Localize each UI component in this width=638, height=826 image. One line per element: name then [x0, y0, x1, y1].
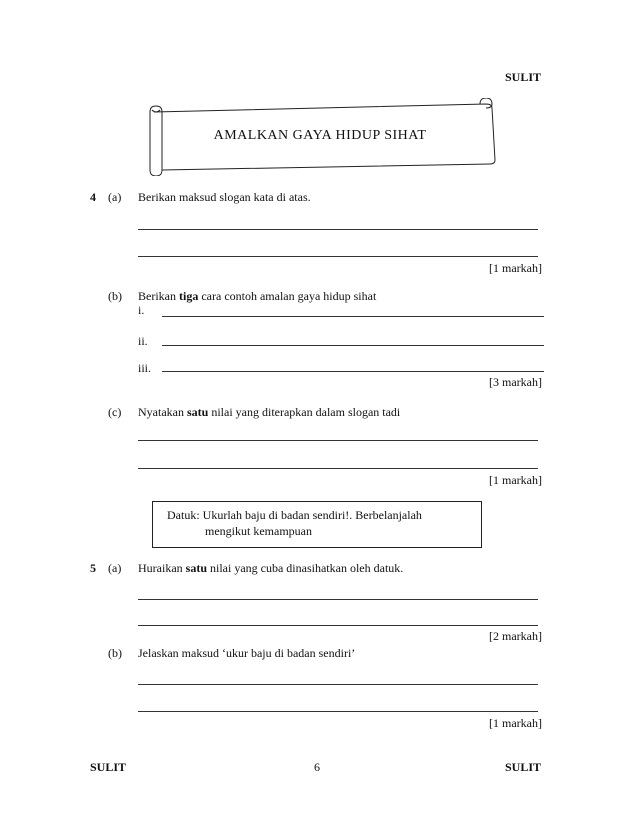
- q4b-label: (b): [108, 289, 122, 303]
- q5b-label: (b): [108, 646, 122, 660]
- answer-line[interactable]: [138, 625, 538, 626]
- q4a-label: (a): [108, 190, 122, 204]
- footer-sulit-left: SULIT: [90, 760, 127, 774]
- answer-line[interactable]: [138, 684, 538, 685]
- q5b-marks: [1 markah]: [489, 716, 542, 730]
- q4b-item-i: i.: [138, 303, 145, 317]
- page-number: 6: [314, 760, 320, 774]
- q4c-marks: [1 markah]: [489, 473, 542, 487]
- answer-line[interactable]: [138, 468, 538, 469]
- answer-line[interactable]: [138, 440, 538, 441]
- answer-line[interactable]: [138, 711, 538, 712]
- answer-line[interactable]: [138, 229, 538, 230]
- q4b-text: Berikan tiga cara contoh amalan gaya hidup sihat: [138, 289, 377, 303]
- answer-line[interactable]: [138, 599, 538, 600]
- q5b-text: Jelaskan maksud ‘ukur baju di badan sendiri’: [138, 646, 356, 660]
- q4b-item-ii: ii.: [138, 334, 148, 348]
- q4a-text: Berikan maksud slogan kata di atas.: [138, 190, 311, 204]
- q4c-text: Nyatakan satu nilai yang diterapkan dalam slogan tadi: [138, 405, 401, 419]
- q4a-marks: [1 markah]: [489, 261, 542, 275]
- banner-text: AMALKAN GAYA HIDUP SIHAT: [213, 128, 427, 143]
- q4c-label: (c): [108, 405, 122, 419]
- q5a-marks: [2 markah]: [489, 629, 542, 643]
- header-sulit: SULIT: [505, 70, 542, 84]
- q5a-label: (a): [108, 561, 122, 575]
- quote-box: [152, 501, 482, 548]
- answer-line[interactable]: [162, 345, 544, 346]
- q5-number: 5: [90, 561, 96, 575]
- footer-sulit-right: SULIT: [505, 760, 542, 774]
- answer-line[interactable]: [162, 316, 544, 317]
- q4-number: 4: [90, 190, 96, 204]
- answer-line[interactable]: [162, 371, 544, 372]
- q4b-item-iii: iii.: [138, 361, 152, 375]
- quote-line-2: mengikut kemampuan: [205, 524, 312, 538]
- q4b-marks: [3 markah]: [489, 375, 542, 389]
- answer-line[interactable]: [138, 256, 538, 257]
- quote-line-1: Datuk: Ukurlah baju di badan sendiri!. Berbelanjalah: [167, 508, 422, 522]
- q5a-text: Huraikan satu nilai yang cuba dinasihatkan oleh datuk.: [138, 561, 404, 575]
